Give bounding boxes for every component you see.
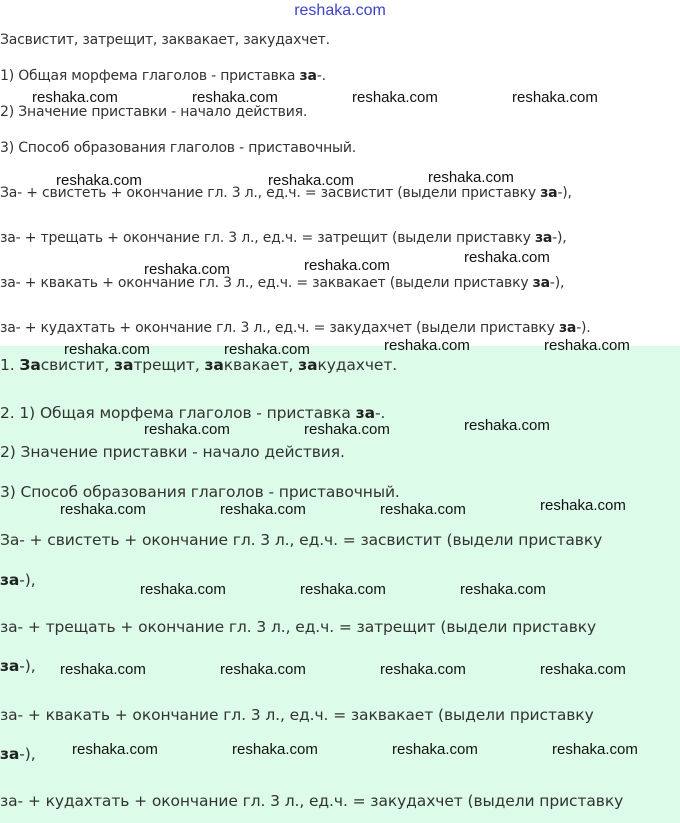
watermark: reshaka.com bbox=[540, 661, 626, 678]
watermark: reshaka.com bbox=[60, 661, 146, 678]
line-8: за- + кудахтать + окончание гл. 3 л., ед.ч. = закудахчет (выдели приставку за-). bbox=[0, 320, 591, 336]
line-3: 2) Значение приставки - начало действия. bbox=[0, 104, 308, 120]
watermark: reshaka.com bbox=[380, 501, 466, 518]
watermark: reshaka.com bbox=[32, 89, 118, 106]
answer-line-6: за- + трещать + окончание гл. 3 л., ед.ч. = затрещит (выдели приставку bbox=[0, 618, 597, 636]
watermark: reshaka.com bbox=[464, 249, 550, 266]
watermark: reshaka.com bbox=[540, 497, 626, 514]
watermark: reshaka.com bbox=[144, 421, 230, 438]
answer-line-5: За- + свистеть + окончание гл. 3 л., ед.ч. = засвистит (выдели приставку bbox=[0, 531, 603, 549]
watermark: reshaka.com bbox=[220, 661, 306, 678]
watermark: reshaka.com bbox=[300, 581, 386, 598]
answer-line-4: 3) Способ образования глаголов - приставочный. bbox=[0, 483, 400, 501]
watermark: reshaka.com bbox=[72, 741, 158, 758]
watermark: reshaka.com bbox=[268, 172, 354, 189]
watermark: reshaka.com bbox=[464, 417, 550, 434]
watermark: reshaka.com bbox=[352, 89, 438, 106]
line-2: 1) Общая морфема глаголов - приставка за-. bbox=[0, 68, 326, 84]
answer-line-1: 1. Засвистит, затрещит, заквакает, закудахчет. bbox=[0, 356, 398, 374]
watermark: reshaka.com bbox=[140, 581, 226, 598]
watermark: reshaka.com bbox=[232, 741, 318, 758]
line-6: за- + трещать + окончание гл. 3 л., ед.ч. = затрещит (выдели приставку за-), bbox=[0, 230, 567, 246]
line-4: 3) Способ образования глаголов - приставочный. bbox=[0, 140, 357, 156]
watermark: reshaka.com bbox=[144, 261, 230, 278]
watermark: reshaka.com bbox=[544, 337, 630, 354]
watermark: reshaka.com bbox=[304, 257, 390, 274]
line-7: за- + квакать + окончание гл. 3 л., ед.ч. = заквакает (выдели приставку за-), bbox=[0, 275, 565, 291]
watermark: reshaka.com bbox=[552, 741, 638, 758]
watermark-top: reshaka.com bbox=[294, 2, 386, 19]
watermark: reshaka.com bbox=[428, 169, 514, 186]
watermark: reshaka.com bbox=[460, 581, 546, 598]
answer-line-7: за- + квакать + окончание гл. 3 л., ед.ч. = заквакает (выдели приставку bbox=[0, 706, 594, 724]
answer-line-3: 2) Значение приставки - начало действия. bbox=[0, 443, 345, 461]
watermark: reshaka.com bbox=[384, 337, 470, 354]
answer-line-5b: за-), bbox=[0, 571, 36, 589]
watermark: reshaka.com bbox=[60, 501, 146, 518]
watermark: reshaka.com bbox=[224, 341, 310, 358]
watermark: reshaka.com bbox=[380, 661, 466, 678]
watermark: reshaka.com bbox=[512, 89, 598, 106]
watermark: reshaka.com bbox=[392, 741, 478, 758]
answer-line-6b: за-), bbox=[0, 657, 36, 675]
watermark: reshaka.com bbox=[304, 421, 390, 438]
line-1: Засвистит, затрещит, заквакает, закудахчет. bbox=[0, 32, 330, 48]
watermark: reshaka.com bbox=[56, 172, 142, 189]
watermark: reshaka.com bbox=[64, 341, 150, 358]
answer-line-8: за- + кудахтать + окончание гл. 3 л., ед.ч. = закудахчет (выдели приставку bbox=[0, 792, 624, 810]
line-5: За- + свистеть + окончание гл. 3 л., ед.ч. = засвистит (выдели приставку за-), bbox=[0, 185, 572, 201]
watermark: reshaka.com bbox=[192, 89, 278, 106]
answer-line-2: 2. 1) Общая морфема глаголов - приставка за-. bbox=[0, 404, 386, 422]
answer-line-7b: за-), bbox=[0, 745, 36, 763]
watermark: reshaka.com bbox=[220, 501, 306, 518]
